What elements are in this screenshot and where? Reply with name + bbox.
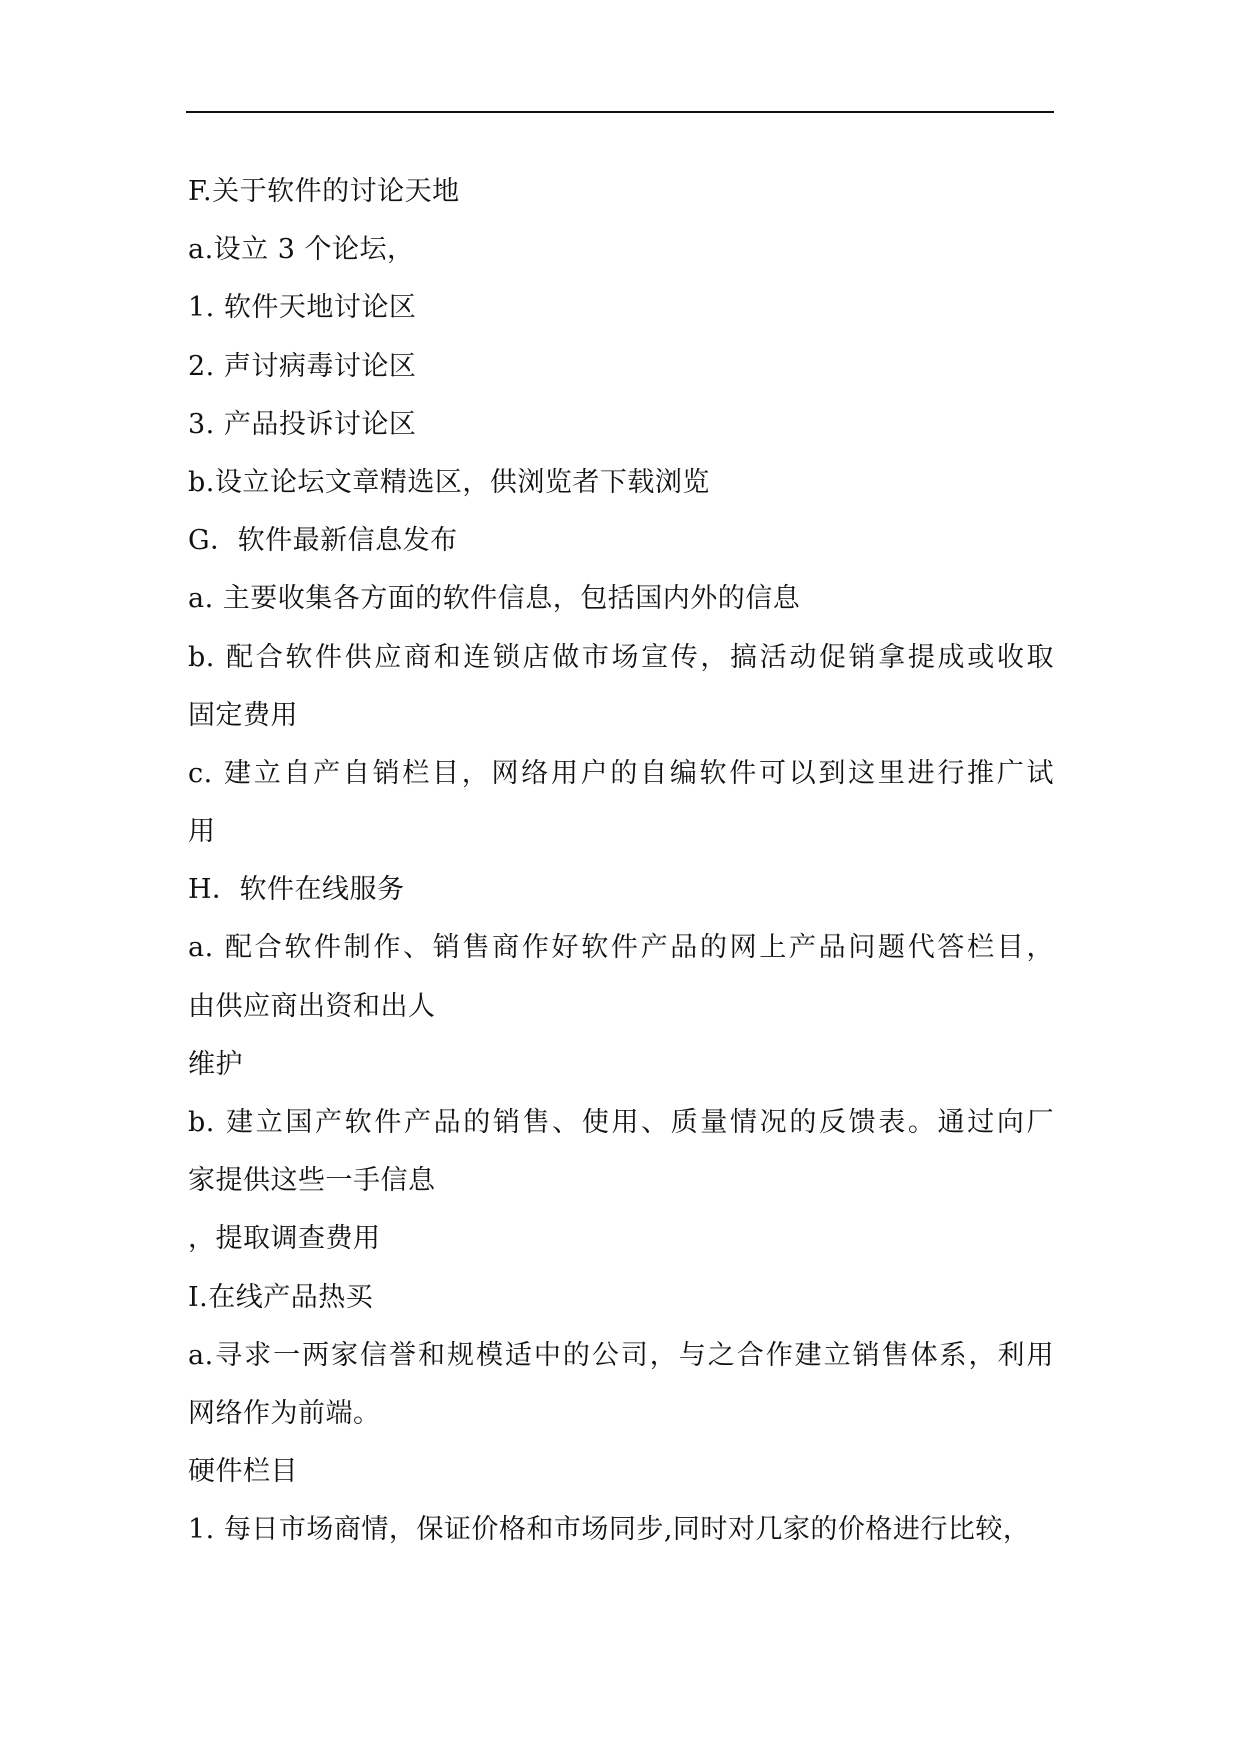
text-line: 网络作为前端。: [188, 1397, 381, 1429]
text-line: b. 配合软件供应商和连锁店做市场宣传，搞活动促销拿提成或收取: [188, 641, 1054, 673]
text-line: a. 配合软件制作、销售商作好软件产品的网上产品问题代答栏目，: [188, 932, 1054, 964]
text-line: 固定费用: [188, 699, 298, 731]
text-line: 维护: [188, 1048, 243, 1080]
text-line: 用: [188, 816, 216, 848]
list-item: 3. 产品投诉讨论区: [188, 408, 417, 440]
text-line: 家提供这些一手信息: [188, 1165, 436, 1197]
list-item: 1. 每日市场商情，保证价格和市场同步,同时对几家的价格进行比较，: [188, 1514, 1031, 1546]
text-line: a.设立 3 个论坛，: [188, 234, 415, 266]
list-item: 2. 声讨病毒讨论区: [188, 350, 417, 382]
header-rule: [186, 111, 1054, 113]
text-line: a. 主要收集各方面的软件信息，包括国内外的信息: [188, 583, 801, 615]
text-line: 由供应商出资和出人: [188, 990, 436, 1022]
text-line: c. 建立自产自销栏目，网络用户的自编软件可以到这里进行推广试: [188, 757, 1054, 789]
section-heading-hardware: 硬件栏目: [188, 1456, 298, 1488]
text-line: ，提取调查费用: [188, 1223, 381, 1255]
text-line: b.设立论坛文章精选区，供浏览者下载浏览: [188, 466, 710, 498]
text-line: b. 建立国产软件产品的销售、使用、质量情况的反馈表。通过向厂: [188, 1107, 1054, 1138]
section-heading-i: I.在线产品热买: [188, 1281, 374, 1313]
section-heading-h: H．软件在线服务: [188, 874, 405, 906]
section-heading-g: G．软件最新信息发布: [188, 525, 458, 557]
document-body: [188, 163, 1054, 1560]
list-item: 1. 软件天地讨论区: [188, 292, 417, 324]
text-line: a.寻求一两家信誉和规模适中的公司，与之合作建立销售体系，利用: [188, 1339, 1054, 1371]
section-heading-f: F.关于软件的讨论天地: [188, 176, 460, 207]
